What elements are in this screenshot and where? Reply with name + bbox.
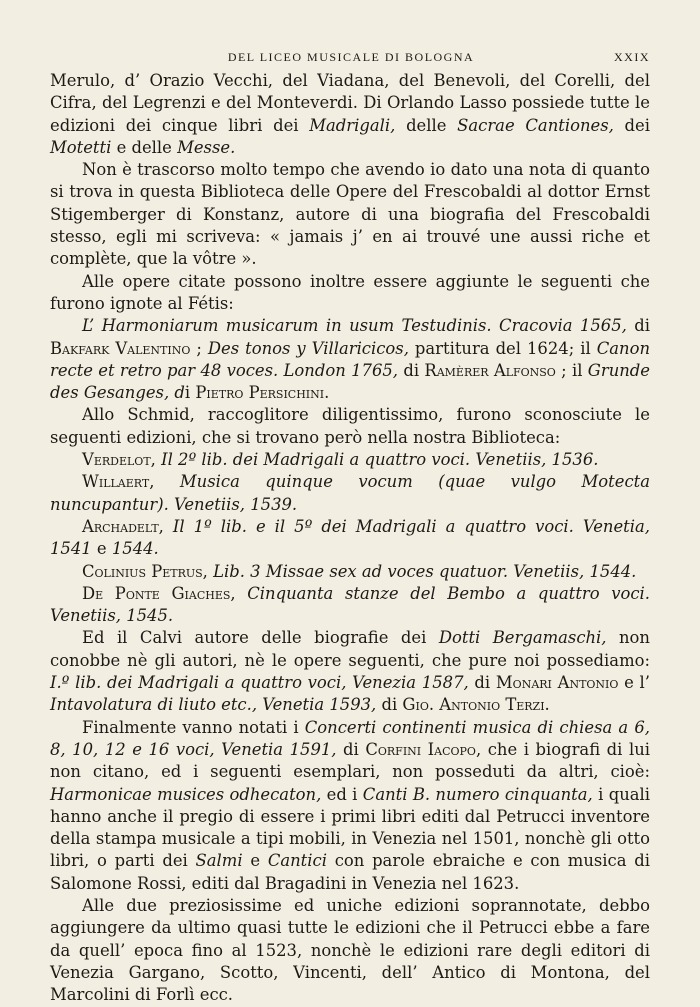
text-run: [154, 472, 179, 491]
italic-text: I.º lib. dei Madrigali a quattro voci, Venezia 1587,: [50, 673, 469, 693]
text-run: che i biografi di lui non citano, ed i seguenti esemplari, non posseduti da altri, cioè:: [50, 739, 650, 782]
text-run: dei: [613, 115, 650, 135]
author-name: De Ponte Giaches,: [82, 583, 236, 603]
text-run: Alle due preziosissime ed uniche edizioni soprannotate, debbo aggiungere da ultimo quasi tutte le edizioni che il Petrucci ebbe a fare da quell’ epoca fino al 1523, nonchè le edizioni rare degli editori di Venezia Gargano, Scotto, Vincenti, dell’ Antico di Montona, del Marcolini di Forlì ecc.: [50, 895, 650, 1005]
text-run: e: [91, 539, 112, 559]
author-name: Corfini Iacopo,: [365, 739, 482, 759]
italic-text: Canon recte et retro par 48 voces. London 1765,: [50, 338, 650, 380]
italic-text: Dotti Bergamaschi,: [438, 628, 607, 648]
text-run: di: [376, 695, 403, 715]
text-run: Ed il Calvi autore delle biografie dei: [82, 628, 439, 648]
author-name: Monari Antonio: [495, 673, 619, 693]
paragraph-p13: [50, 895, 650, 1006]
author-name: Willaert,: [82, 472, 155, 492]
italic-text: Il 2º lib. dei Madrigali a quattro voci. Venetiis, 1536.: [161, 450, 599, 470]
italic-text: Des tonos y Villaricicos,: [207, 338, 409, 358]
italic-text: 1544.: [111, 539, 159, 559]
paragraph-p8: [50, 516, 650, 561]
paragraph-p1: [50, 70, 650, 159]
text-run: ed i: [321, 784, 363, 804]
text-run: non conobbe nè gli autori, nè le opere seguenti, che pure noi possediamo:: [50, 628, 650, 670]
author-name: Pietro Persichini.: [195, 383, 330, 403]
text-run: delle: [395, 115, 458, 135]
italic-text: Intavolatura di liuto etc., Venetia 1593,: [50, 695, 377, 715]
paragraph-p4: [50, 315, 650, 404]
italic-text: Messe.: [177, 137, 236, 157]
italic-text: Canti B. numero cinquanta,: [362, 784, 593, 804]
italic-text: Cinquanta stanze del Bembo a quattro voci. Venetiis, 1545.: [50, 583, 651, 626]
italic-text: Madrigali,: [309, 115, 396, 135]
text-run: i: [184, 383, 196, 403]
text-run: di: [398, 360, 425, 380]
page-number: XXIX: [614, 50, 650, 64]
text-run: di: [336, 739, 366, 759]
text-run: ; il: [555, 360, 588, 380]
body-text: [50, 70, 650, 1006]
paragraph-p10: [50, 583, 650, 628]
author-name: Archadelt,: [82, 516, 164, 536]
italic-text: Grunde des Gesanges, d: [50, 360, 650, 403]
italic-text: Harmonicae musices odhecaton,: [50, 784, 322, 804]
text-run: con parole ebraiche e con musica di Salomone Rossi, editi dal Bragadini in Venezia nel 1623.: [50, 851, 650, 893]
paragraph-p6: [50, 449, 650, 471]
author-name: Colinius Petrus,: [82, 561, 208, 581]
italic-text: L’ Harmoniarum musicarum in usum Testudinis. Cracovia 1565,: [82, 316, 627, 336]
author-name: Bakfark Valentino: [50, 338, 191, 358]
italic-text: Lib. 3 Missae sex ad voces quatuor. Venetiis, 1544.: [213, 561, 637, 581]
italic-text: Salmi: [195, 851, 243, 871]
text-run: i quali hanno anche il pregio di essere i primi libri editi dal Petrucci inventore della stampa musicale a tipi mobili, in Venezia nel 1501, nonchè gli otto libri, o parti dei: [50, 784, 651, 871]
text-run: Non è trascorso molto tempo che avendo io dato una nota di quanto si trova in questa Biblioteca delle Opere del Frescobaldi al dottor Ernst Stigemberger di Konstanz, autore di una biografia del Frescobaldi stesso, egli mi scriveva: « jamais j’ en ai trouvé une aussi riche et complète, que la vôtre ».: [50, 160, 650, 269]
author-name: Gio. Antonio Terzi.: [402, 695, 550, 715]
text-run: partitura del 1624; il: [408, 338, 597, 358]
text-run: [164, 517, 173, 536]
text-run: e: [242, 851, 268, 871]
italic-text: Concerti continenti musica di chiesa a 6, 8, 10, 12 e 16 voci, Venetia 1591,: [50, 717, 650, 759]
italic-text: Sacrae Cantiones,: [457, 115, 614, 135]
paragraph-p11: [50, 627, 650, 716]
paragraph-p9: [50, 561, 650, 583]
paragraph-p2: [50, 159, 650, 270]
text-run: di: [468, 673, 496, 693]
text-run: [236, 584, 248, 603]
italic-text: Il 1º lib. e il 5º dei Madrigali a quattro voci. Venetia, 1541: [50, 516, 650, 559]
italic-text: Cantici: [267, 851, 327, 871]
author-name: Verdelot,: [82, 450, 156, 470]
text-run: Finalmente vanno notati i: [82, 717, 305, 737]
italic-text: Motetti: [50, 137, 112, 157]
text-run: Merulo, d’ Orazio Vecchi, del Viadana, del Benevoli, del Corelli, del Cifra, del Legrenzi e del Monteverdi. Di Orlando Lasso possiede tutte le edizioni dei cinque libri dei: [50, 71, 650, 135]
paragraph-p3: [50, 271, 650, 316]
italic-text: Musica quinque vocum (quae vulgo Motecta nuncupantur). Venetiis, 1539.: [50, 472, 650, 514]
running-header: [52, 50, 650, 70]
text-run: ;: [190, 338, 208, 358]
running-title: DEL LICEO MUSICALE DI BOLOGNA: [227, 50, 475, 64]
text-run: e l’: [618, 673, 651, 693]
text-run: Alle opere citate possono inoltre essere aggiunte le seguenti che furono ignote al Fétis:: [50, 271, 650, 313]
text-run: e delle: [111, 137, 178, 157]
author-name: Ramèrer Alfonso: [424, 360, 556, 380]
text-run: di: [626, 316, 650, 336]
text-run: Allo Schmid, raccoglitore diligentissimo, furono sconosciute le seguenti edizioni, che si trovano però nella nostra Biblioteca:: [50, 405, 650, 447]
paragraph-p12: [50, 717, 650, 895]
paragraph-p5: [50, 404, 650, 449]
paragraph-p7: [50, 471, 650, 516]
